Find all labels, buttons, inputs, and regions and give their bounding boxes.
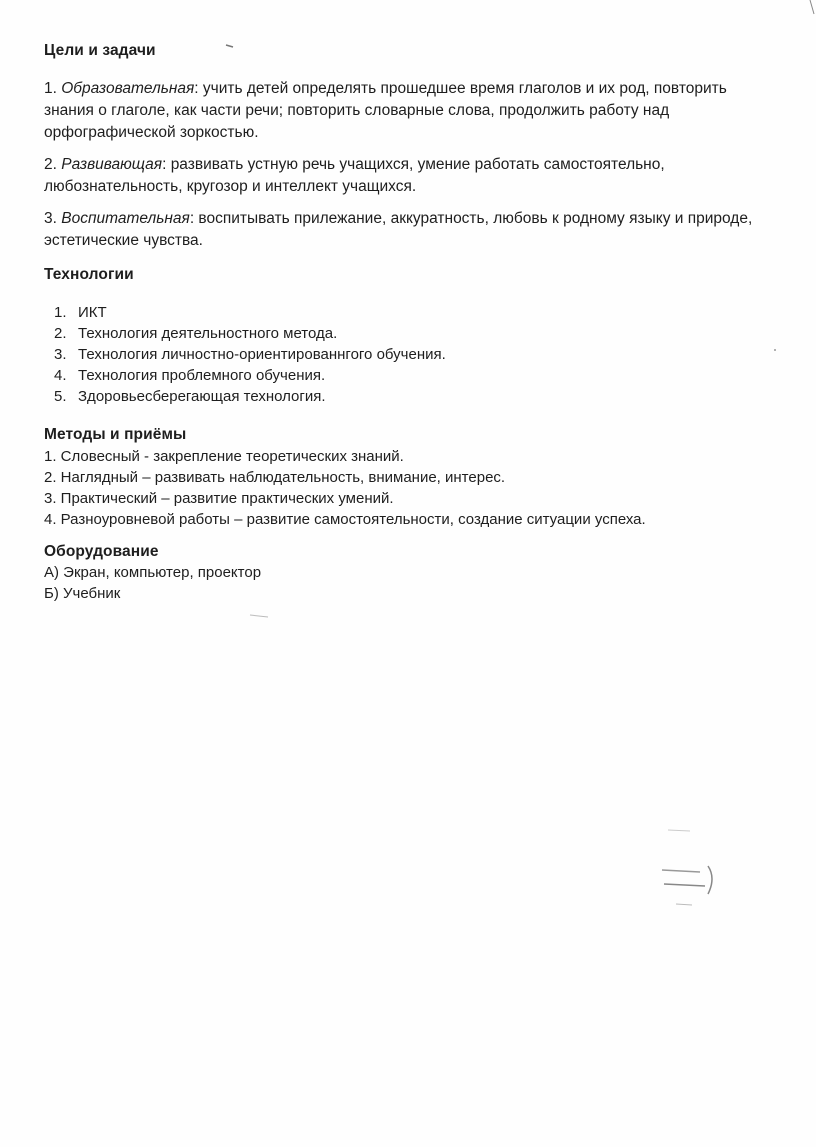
goal-item bbox=[44, 154, 774, 198]
method-item: 1. Словесный - закрепление теоретических знаний. bbox=[44, 448, 404, 465]
goal-text: : учить детей определять прошедшее время глаголов и их род, повторить знания о глаголе, как части речи; повторить словарные слова, продолжить работу над орфографической зоркостью. bbox=[44, 80, 727, 141]
item-text: Технология проблемного обучения. bbox=[78, 367, 326, 384]
technologies-list bbox=[44, 302, 774, 407]
goal-text: : развивать устную речь учащихся, умение работать самостоятельно, любознательность, кругозор и интеллект учащихся. bbox=[44, 156, 665, 195]
list-item bbox=[44, 386, 774, 407]
item-number: 3. bbox=[54, 346, 67, 363]
item-number: 1. bbox=[54, 304, 67, 321]
item-number: 2. bbox=[54, 325, 67, 342]
list-item bbox=[44, 323, 774, 344]
goal-label: Развивающая bbox=[61, 156, 163, 173]
goal-item bbox=[44, 208, 774, 252]
technologies-section bbox=[44, 266, 774, 407]
goal-label: Воспитательная bbox=[61, 210, 190, 227]
item-number: 4. bbox=[54, 367, 67, 384]
equipment-section bbox=[44, 543, 774, 604]
goal-number: 1. bbox=[44, 80, 57, 97]
goal-number: 2. bbox=[44, 156, 57, 173]
goal-number: 3. bbox=[44, 210, 57, 227]
goal-text: : воспитывать прилежание, аккуратность, любовь к родному языку и природе, эстетические чувства. bbox=[44, 210, 753, 249]
goals-section bbox=[44, 42, 774, 252]
methods-section bbox=[44, 426, 774, 530]
goals-heading: Цели и задачи bbox=[44, 42, 156, 59]
equipment-item: А) Экран, компьютер, проектор bbox=[44, 564, 262, 581]
item-text: Здоровьесберегающая технология. bbox=[78, 388, 326, 405]
item-text: ИКТ bbox=[78, 304, 107, 321]
document-body bbox=[44, 38, 774, 604]
list-item bbox=[44, 344, 774, 365]
item-number: 5. bbox=[54, 388, 67, 405]
equipment-heading: Оборудование bbox=[44, 543, 159, 560]
methods-heading: Методы и приёмы bbox=[44, 426, 187, 443]
item-text: Технология деятельностного метода. bbox=[78, 325, 338, 342]
list-item bbox=[44, 302, 774, 323]
technologies-heading: Технологии bbox=[44, 266, 134, 283]
method-item: 4. Разноуровневой работы – развитие самостоятельности, создание ситуации успеха. bbox=[44, 511, 646, 528]
method-item: 3. Практический – развитие практических умений. bbox=[44, 490, 394, 507]
goal-label: Образовательная bbox=[61, 80, 195, 97]
equipment-item: Б) Учебник bbox=[44, 585, 121, 602]
list-item bbox=[44, 365, 774, 386]
item-text: Технология личностно-ориентированнгого обучения. bbox=[78, 346, 446, 363]
method-item: 2. Наглядный – развивать наблюдательность, внимание, интерес. bbox=[44, 469, 506, 486]
goal-item bbox=[44, 78, 774, 144]
